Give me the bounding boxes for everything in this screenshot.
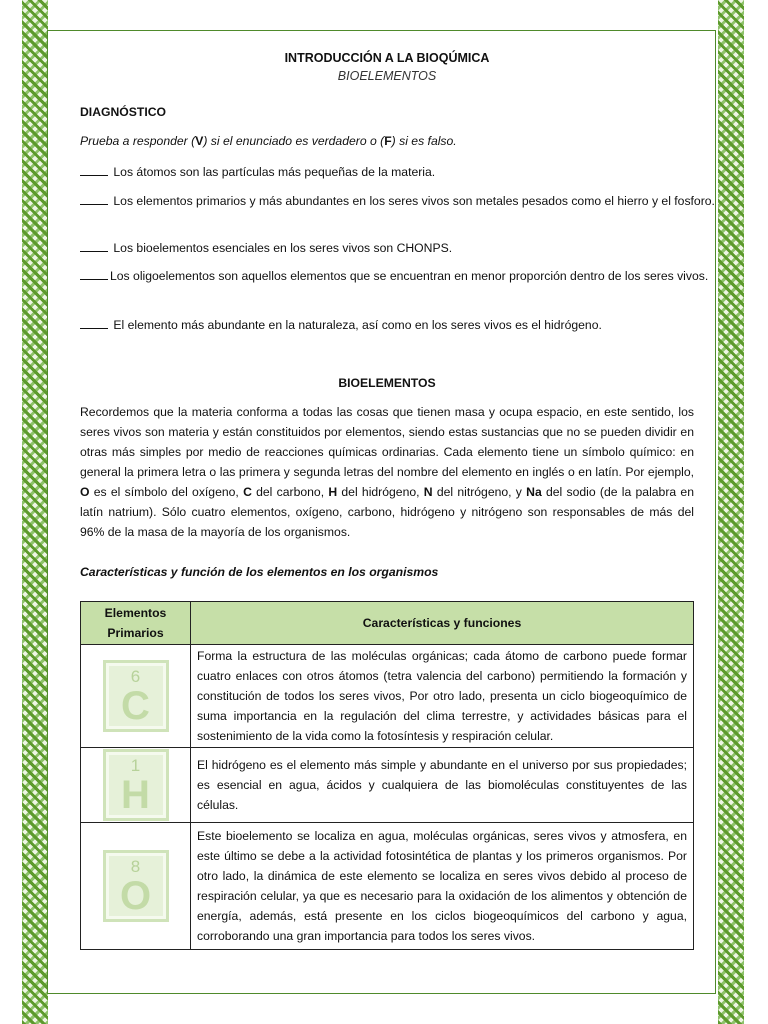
diagnostic-instructions: Prueba a responder (V) si el enunciado es verdadero o (F) si es falso. — [80, 134, 457, 148]
section-heading: BIOELEMENTOS — [338, 376, 436, 390]
decorative-border-left — [22, 0, 48, 1024]
statement-item: Los elementos primarios y más abundantes en los seres vivos son metales pesados como el hierro y el fosforo. — [80, 191, 720, 211]
page-subtitle: BIOELEMENTOS — [337, 69, 437, 83]
statement-item: Los átomos son las partículas más pequeñas de la materia. — [80, 162, 720, 182]
carbon-element-icon: 6 C — [103, 660, 169, 732]
answer-blank[interactable] — [80, 239, 108, 252]
table-header-row — [81, 602, 694, 645]
answer-blank[interactable] — [80, 267, 108, 280]
page-title: INTRODUCCIÓN A LA BIOQÚMICA — [284, 51, 490, 65]
answer-blank[interactable] — [80, 163, 108, 176]
element-description: Forma la estructura de las moléculas orgánicas; cada átomo de carbono puede formar cuatro enlaces con otros átomos (tetra valencia del carbono) permitiendo la formación y constitución de todos los seres vivos, Por otro lado, presenta un ciclo biogeoquímico de suma importancia en la regulación del clima terrestre, y actividades básicas para el sostenimiento de la vida como la fotosíntesis y respiración celular. — [191, 645, 694, 748]
answer-blank[interactable] — [80, 316, 108, 329]
column-header-elements: Elementos Primarios — [81, 602, 191, 645]
hydrogen-element-icon: 1 H — [103, 749, 169, 821]
characteristics-title: Características y función de los elementos en los organismos — [80, 565, 439, 579]
table-row — [81, 823, 694, 950]
statement-item: Los bioelementos esenciales en los seres vivos son CHONPS. — [80, 238, 720, 258]
element-description: Este bioelemento se localiza en agua, moléculas orgánicas, seres vivos y atmosfera, en este último se debe a la actividad fotosintética de plantas y los primeros organismos. Por otro lado, la dinámica de este elemento se localiza en seres vivos debido al proceso de respiración celular, ya que es necesario para la oxidación de los alimentos y obtención de energía, además, está presente en los ciclos biogeoquímicos del carbono y agua, corroborando una gran importancia para todos los seres vivos. — [191, 823, 694, 950]
oxygen-element-icon: 8 O — [103, 850, 169, 922]
statement-item: Los oligoelementos son aquellos elementos que se encuentran en menor proporción dentro de los seres vivos. — [80, 266, 720, 286]
diagnostic-heading: DIAGNÓSTICO — [80, 105, 166, 119]
column-header-characteristics: Características y funciones — [191, 602, 694, 645]
element-description: El hidrógeno es el elemento más simple y abundante en el universo por sus propiedades; es esencial en agua, ácidos y cualquiera de las biomoléculas constituyentes de las células. — [191, 748, 694, 823]
answer-blank[interactable] — [80, 192, 108, 205]
table-row — [81, 645, 694, 748]
elements-table — [80, 601, 694, 950]
decorative-border-right — [718, 0, 744, 1024]
table-row — [81, 748, 694, 823]
body-paragraph: Recordemos que la materia conforma a todas las cosas que tienen masa y ocupa espacio, en este sentido, los seres vivos son materia y están constituidos por elementos, siendo estas sustancias que no se pueden dividir en otras más simples por medio de reacciones químicas ordinarias. Cada elemento tiene un símbolo químico: en general la primera letra o las primera y segunda letras del nombre del elemento en inglés o en latín. Por ejemplo, O es el símbolo del oxígeno, C del carbono, H del hidrógeno, N del nitrógeno, y Na del sodio (de la palabra en latín natrium). Sólo cuatro elementos, oxígeno, carbono, hidrógeno y nitrógeno son responsables de más del 96% de la masa de la mayoría de los organismos. — [80, 405, 694, 539]
statement-item: El elemento más abundante en la naturaleza, así como en los seres vivos es el hidrógeno. — [80, 315, 720, 335]
